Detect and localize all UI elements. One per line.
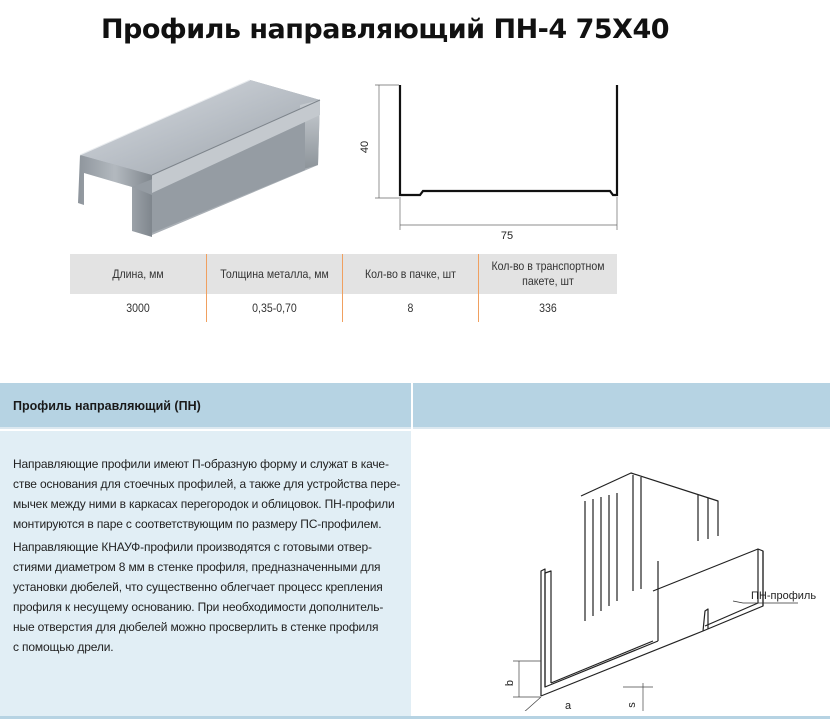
page-title: Профиль направляющий ПН-4 75Х40 xyxy=(100,14,670,45)
dimension-a-label: a xyxy=(565,700,572,711)
section-figure-panel xyxy=(413,431,830,719)
cell-pack-qty: 8 xyxy=(407,300,414,315)
cross-section-drawing xyxy=(355,75,630,250)
header-transport-qty: Кол-во в транспортном пакете, шт xyxy=(491,259,605,288)
width-dimension-label: 75 xyxy=(500,230,514,242)
table-row xyxy=(70,294,617,322)
cell-thickness: 0,35-0,70 xyxy=(252,300,297,315)
profile-isometric-drawing xyxy=(493,461,823,711)
section-header-right xyxy=(413,383,830,429)
height-dimension-label: 40 xyxy=(359,140,371,154)
spec-table-header xyxy=(70,254,617,294)
info-section xyxy=(0,383,830,719)
cell-transport-qty: 336 xyxy=(539,300,557,315)
paragraph-2: Направляющие КНАУФ-профили производятся с готовыми отвер- стиями диаметром 8 мм в стенке профиля, предназначенными для установки дюбелей, что существенно облегчает процесс крепления профиля к несущему основанию. При необходимости дополнитель- ные отверстия для дюбелей можно просверлить в стенке профиля с помощью дрели. xyxy=(13,540,384,654)
section-title: Профиль направляющий (ПН) xyxy=(13,399,201,413)
spec-table xyxy=(70,254,617,322)
paragraph-1: Направляющие профили имеют П-образную форму и служат в каче- стве основания для стоечных профилей, а также для устройства пере- мычек между ними в каркасах перегородок и облицовок. ПН-профили монтируются в паре с соответствующим по размеру ПС-профилем. xyxy=(13,457,401,531)
dimension-s-label: s xyxy=(626,702,638,708)
section-header xyxy=(0,383,411,429)
header-length: Длина, мм xyxy=(112,266,164,281)
header-thickness: Толщина металла, мм xyxy=(220,266,329,281)
section-text-panel xyxy=(0,431,411,719)
callout-label: ПН-профиль xyxy=(751,590,817,602)
cell-length: 3000 xyxy=(126,300,150,315)
profile-photo xyxy=(70,75,330,245)
header-pack-qty: Кол-во в пачке, шт xyxy=(365,266,456,281)
dimension-b-label: b xyxy=(504,679,516,687)
